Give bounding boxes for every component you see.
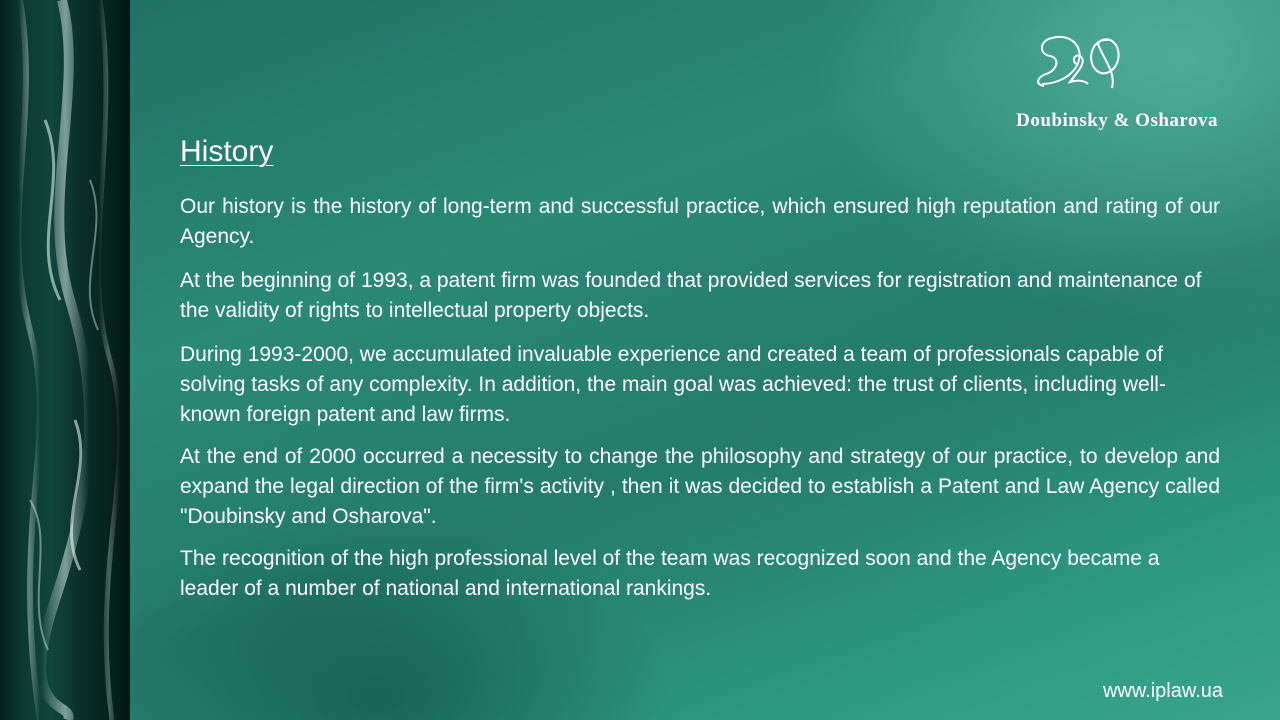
history-paragraph-3: During 1993-2000, we accumulated invaluable experience and created a team of professionals capable of solving tasks of any complexity. In addition, the main goal was achieved: the trust of clients, including well-known foreign patent and law firms. bbox=[180, 343, 1166, 426]
slide-title: History bbox=[180, 135, 274, 168]
history-paragraph-5: The recognition of the high professional level of the team was recognized soon and the Agency became a leader of a number of national and international rankings. bbox=[180, 547, 1160, 600]
decorative-side-strip bbox=[0, 0, 130, 720]
company-name: Doubinsky & Osharova bbox=[1016, 110, 1218, 131]
history-paragraph-4: At the end of 2000 occurred a necessity to change the philosophy and strategy of our practice, to develop and expand the legal direction of the firm's activity , then it was decided to establish a Patent and Law Agency called "Doubinsky and Osharova". bbox=[180, 445, 1220, 528]
history-content bbox=[180, 192, 1220, 604]
history-paragraph-1: Our history is the history of long-term and successful practice, which ensured high reputation and rating of our Agency. bbox=[180, 195, 1220, 248]
monogram-logo-icon bbox=[1030, 30, 1130, 94]
wave-pattern-image bbox=[0, 0, 130, 720]
website-url: www.iplaw.ua bbox=[1102, 680, 1223, 702]
history-paragraph-2: At the beginning of 1993, a patent firm was founded that provided services for registration and maintenance of the validity of rights to intellectual property objects. bbox=[180, 269, 1202, 322]
